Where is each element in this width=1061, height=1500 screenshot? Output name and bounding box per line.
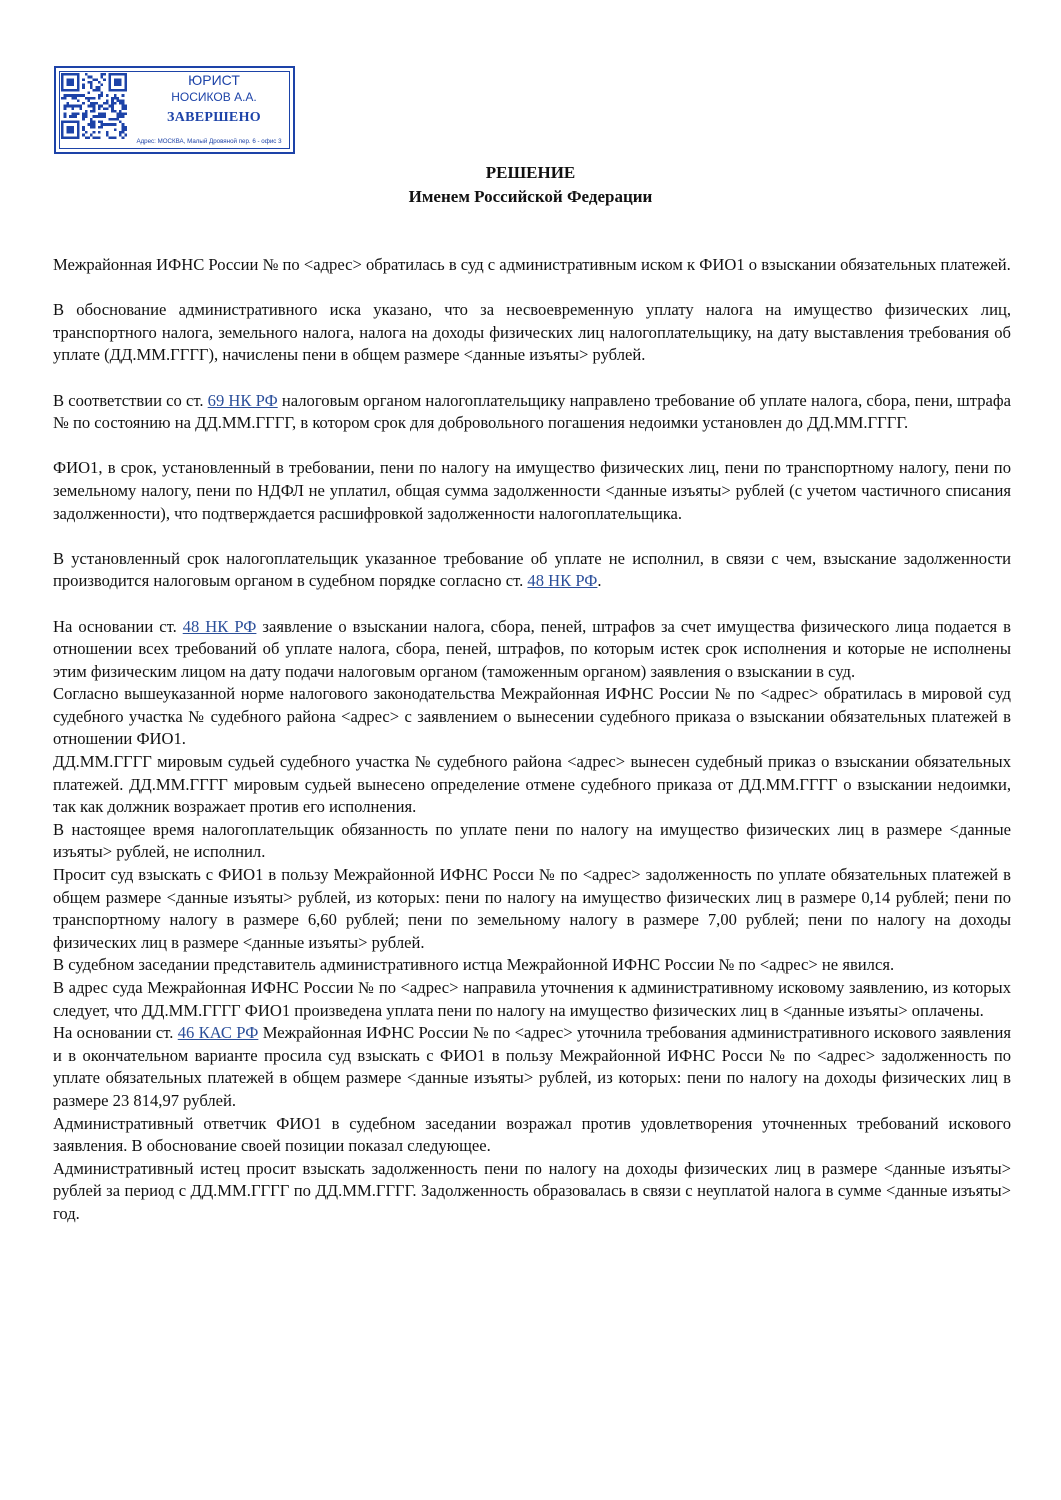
- paragraph-12: В адрес суда Межрайонная ИФНС России № по <адрес> направила уточнения к административному исковому заявлению, из которых следует, что ДД.ММ.ГГГГ ФИО1 произведена уплата пени по налогу на имущество физических лиц в <данные изъяты> оплачены.: [53, 978, 1011, 1020]
- paragraph-13: [53, 1022, 1011, 1112]
- link-nk-rf-48-second[interactable]: 48 НК РФ: [182, 616, 257, 636]
- paragraph-9: В настоящее время налогоплательщик обязанность по уплате пени по налогу на имущество физических лиц в размере <данные изъяты> рублей, не исполнил.: [53, 819, 1011, 862]
- paragraph-3-start: В соответствии со ст.: [53, 390, 208, 410]
- paragraph-7: Согласно вышеуказанной норме налогового законодательства Межрайонная ИФНС России № по <адрес> обратилась в мировой суд судебного участка № судебного района <адрес> с заявлением о вынесении судебного приказа о взыскании обязательных платежей в отношении ФИО1.: [53, 684, 1011, 749]
- document-body: [53, 254, 1011, 1226]
- paragraph-14: Административный ответчик ФИО1 в судебном заседании возражал против удовлетворения уточненных требований искового заявления. В обоснование своей позиции показал следующее.: [53, 1113, 1011, 1156]
- decision-subtitle: Именем Российской Федерации: [408, 187, 653, 206]
- link-nk-rf-69[interactable]: 69 НК РФ: [207, 390, 278, 410]
- paragraph-13-end: Межрайонная ИФНС России № по <адрес> уточнила требования административного искового заявления и в окончательном варианте просила суд взыскать с ФИО1 в пользу Межрайонной ИФНС Росси № по <адрес> задолженность по уплате обязательных платежей в общем размере <данные изъяты> рублей, из которых: пени по налогу на доходы физических лиц в размере 23 814,97 рублей.: [53, 1023, 1011, 1110]
- paragraph-6: [53, 616, 1011, 684]
- paragraph-1: Межрайонная ИФНС России № по <адрес> обратилась в суд с административным иском к ФИО1 о взыскании обязательных платежей.: [53, 255, 1011, 274]
- decision-title: РЕШЕНИЕ: [485, 163, 576, 182]
- paragraph-3: [53, 390, 1011, 435]
- paragraph-3-end: налоговым органом налогоплательщику направлено требование об уплате налога, сбора, пени, штрафа № по состоянию на ДД.ММ.ГГГГ, в котором срок для добровольного погашения недоимки установлен до ДД.ММ.ГГГГ.: [53, 390, 1012, 433]
- paragraph-4: ФИО1, в срок, установленный в требовании, пени по налогу на имущество физических лиц, пени по транспортному налогу, пени по земельному налогу, пени по НДФЛ не уплатил, общая сумма задолженности <данные изъяты> рублей (с учетом частичного списания задолженности), что подтверждается расшифровкой задолженности налогоплательщика.: [53, 458, 1011, 523]
- link-nk-rf-48[interactable]: 48 НК РФ: [527, 571, 598, 591]
- paragraph-6-end: заявление о взыскании налога, сбора, пеней, штрафов за счет имущества физического лица подается в отношении всех требований об уплате налога, сбора, пеней, штрафов, по которым истек срок исполнения и которые не исполнены этим физическим лицом на дату подачи налоговым органом (таможенным органом) заявления о взыскании в суд.: [53, 616, 1012, 681]
- paragraph-5: [53, 548, 1011, 593]
- paragraph-15: Административный истец просит взыскать задолженность пени по налогу на доходы физических лиц в размере <данные изъяты> рублей за период с ДД.ММ.ГГГГ по ДД.ММ.ГГГГ. Задолженность образовалась в связи с неуплатой налога в сумме <данные изъяты> год.: [53, 1158, 1011, 1223]
- paragraph-2: В обоснование административного иска указано, что за несвоевременную уплату налога на имущество физических лиц, транспортного налога, земельного налога, налога на доходы физических лиц налогоплательщику, на дату выставления требования об уплате (ДД.ММ.ГГГГ), начислены пени в общем размере <данные изъяты> рублей.: [53, 300, 1011, 365]
- stamp-address: Адрес: МОСКВА, Малый Дровяной пер. 6 - офис 3: [136, 138, 282, 145]
- qr-code-icon: [61, 73, 127, 139]
- paragraph-13-start: На основании ст.: [53, 1023, 178, 1043]
- stamp-title: ЮРИСТ: [188, 72, 240, 88]
- stamp-status: ЗАВЕРШЕНО: [167, 110, 261, 125]
- paragraph-6-start: На основании ст.: [53, 616, 183, 636]
- link-kas-rf-46[interactable]: 46 КАС РФ: [177, 1023, 259, 1043]
- paragraph-5-start: В установленный срок налогоплательщик указанное требование об уплате не исполнил, в связи с чем, взыскание задолженности производится налоговым органом в судебном порядке согласно ст.: [53, 548, 1011, 591]
- paragraph-5-end: .: [597, 571, 602, 591]
- paragraph-11: В судебном заседании представитель административного истца Межрайонной ИФНС России № по <адрес> не явился.: [53, 955, 895, 975]
- paragraph-10: Просит суд взыскать с ФИО1 в пользу Межрайонной ИФНС Росси № по <адрес> задолженность по уплате обязательных платежей в общем размере <данные изъяты> рублей, из которых: пени по налогу на имущество физических лиц в размере 0,14 рублей; пени по транспортному налогу в размере 6,60 рублей; пени по земельному налогу в размере 7,00 рублей; пени по налогу на доходы физических лиц в размере <данные изъяты> рублей.: [53, 865, 1011, 952]
- stamp-lawyer-name: НОСИКОВ А.А.: [171, 90, 257, 104]
- lawyer-stamp: [54, 66, 295, 154]
- paragraph-8: ДД.ММ.ГГГГ мировым судьей судебного участка № судебного района <адрес> вынесен судебный приказ о взыскании обязательных платежей. ДД.ММ.ГГГГ мировым судьей вынесено определение отмене судебного приказа от ДД.ММ.ГГГГ о взыскании недоимки, так как должник возражает против его исполнения.: [53, 752, 1011, 817]
